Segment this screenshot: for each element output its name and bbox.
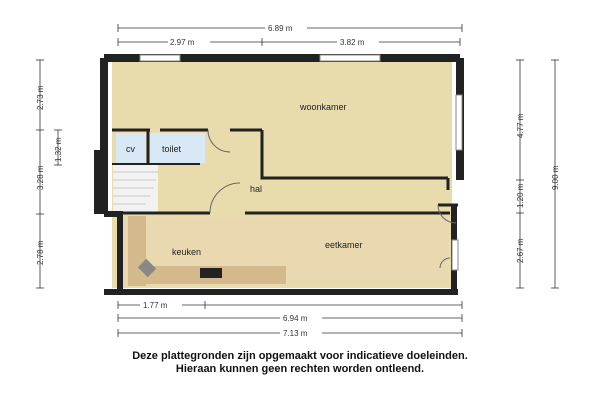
- room-label-keuken: keuken: [172, 247, 202, 257]
- dim-left-mid: 3.28 m: [36, 165, 45, 190]
- room-label-cv: cv: [126, 144, 135, 154]
- dim-bottom-total: 7.13 m: [283, 329, 308, 338]
- dim-right-top: 4.77 m: [516, 113, 525, 138]
- dim-top-left: 2.97 m: [170, 38, 195, 47]
- room-label-eetkamer: eetkamer: [325, 240, 363, 250]
- room-label-hal: hal: [250, 184, 263, 194]
- floor-area: [112, 62, 452, 288]
- dim-bottom-left: 1.77 m: [143, 301, 168, 310]
- dim-top-total: 6.89 m: [268, 24, 293, 33]
- dim-left-small: 1.32 m: [54, 137, 63, 162]
- dim-left-bottom: 2.78 m: [36, 240, 45, 265]
- dim-right-bottom: 2.67 m: [516, 238, 525, 263]
- room-label-toilet: toilet: [162, 144, 182, 154]
- dim-left-top: 2.73 m: [36, 85, 45, 110]
- dim-right-mid: 1.20 m: [516, 183, 525, 208]
- dim-top-right: 3.82 m: [340, 38, 365, 47]
- dim-bottom-mid: 6.94 m: [283, 314, 308, 323]
- disclaimer-line-1: Deze plattegronden zijn opgemaakt voor indicatieve doeleinden.: [132, 350, 468, 362]
- dim-right-total: 9.00 m: [551, 165, 560, 190]
- room-label-woonkamer: woonkamer: [300, 102, 347, 112]
- disclaimer-line-2: Hieraan kunnen geen rechten worden ontleend.: [175, 363, 425, 375]
